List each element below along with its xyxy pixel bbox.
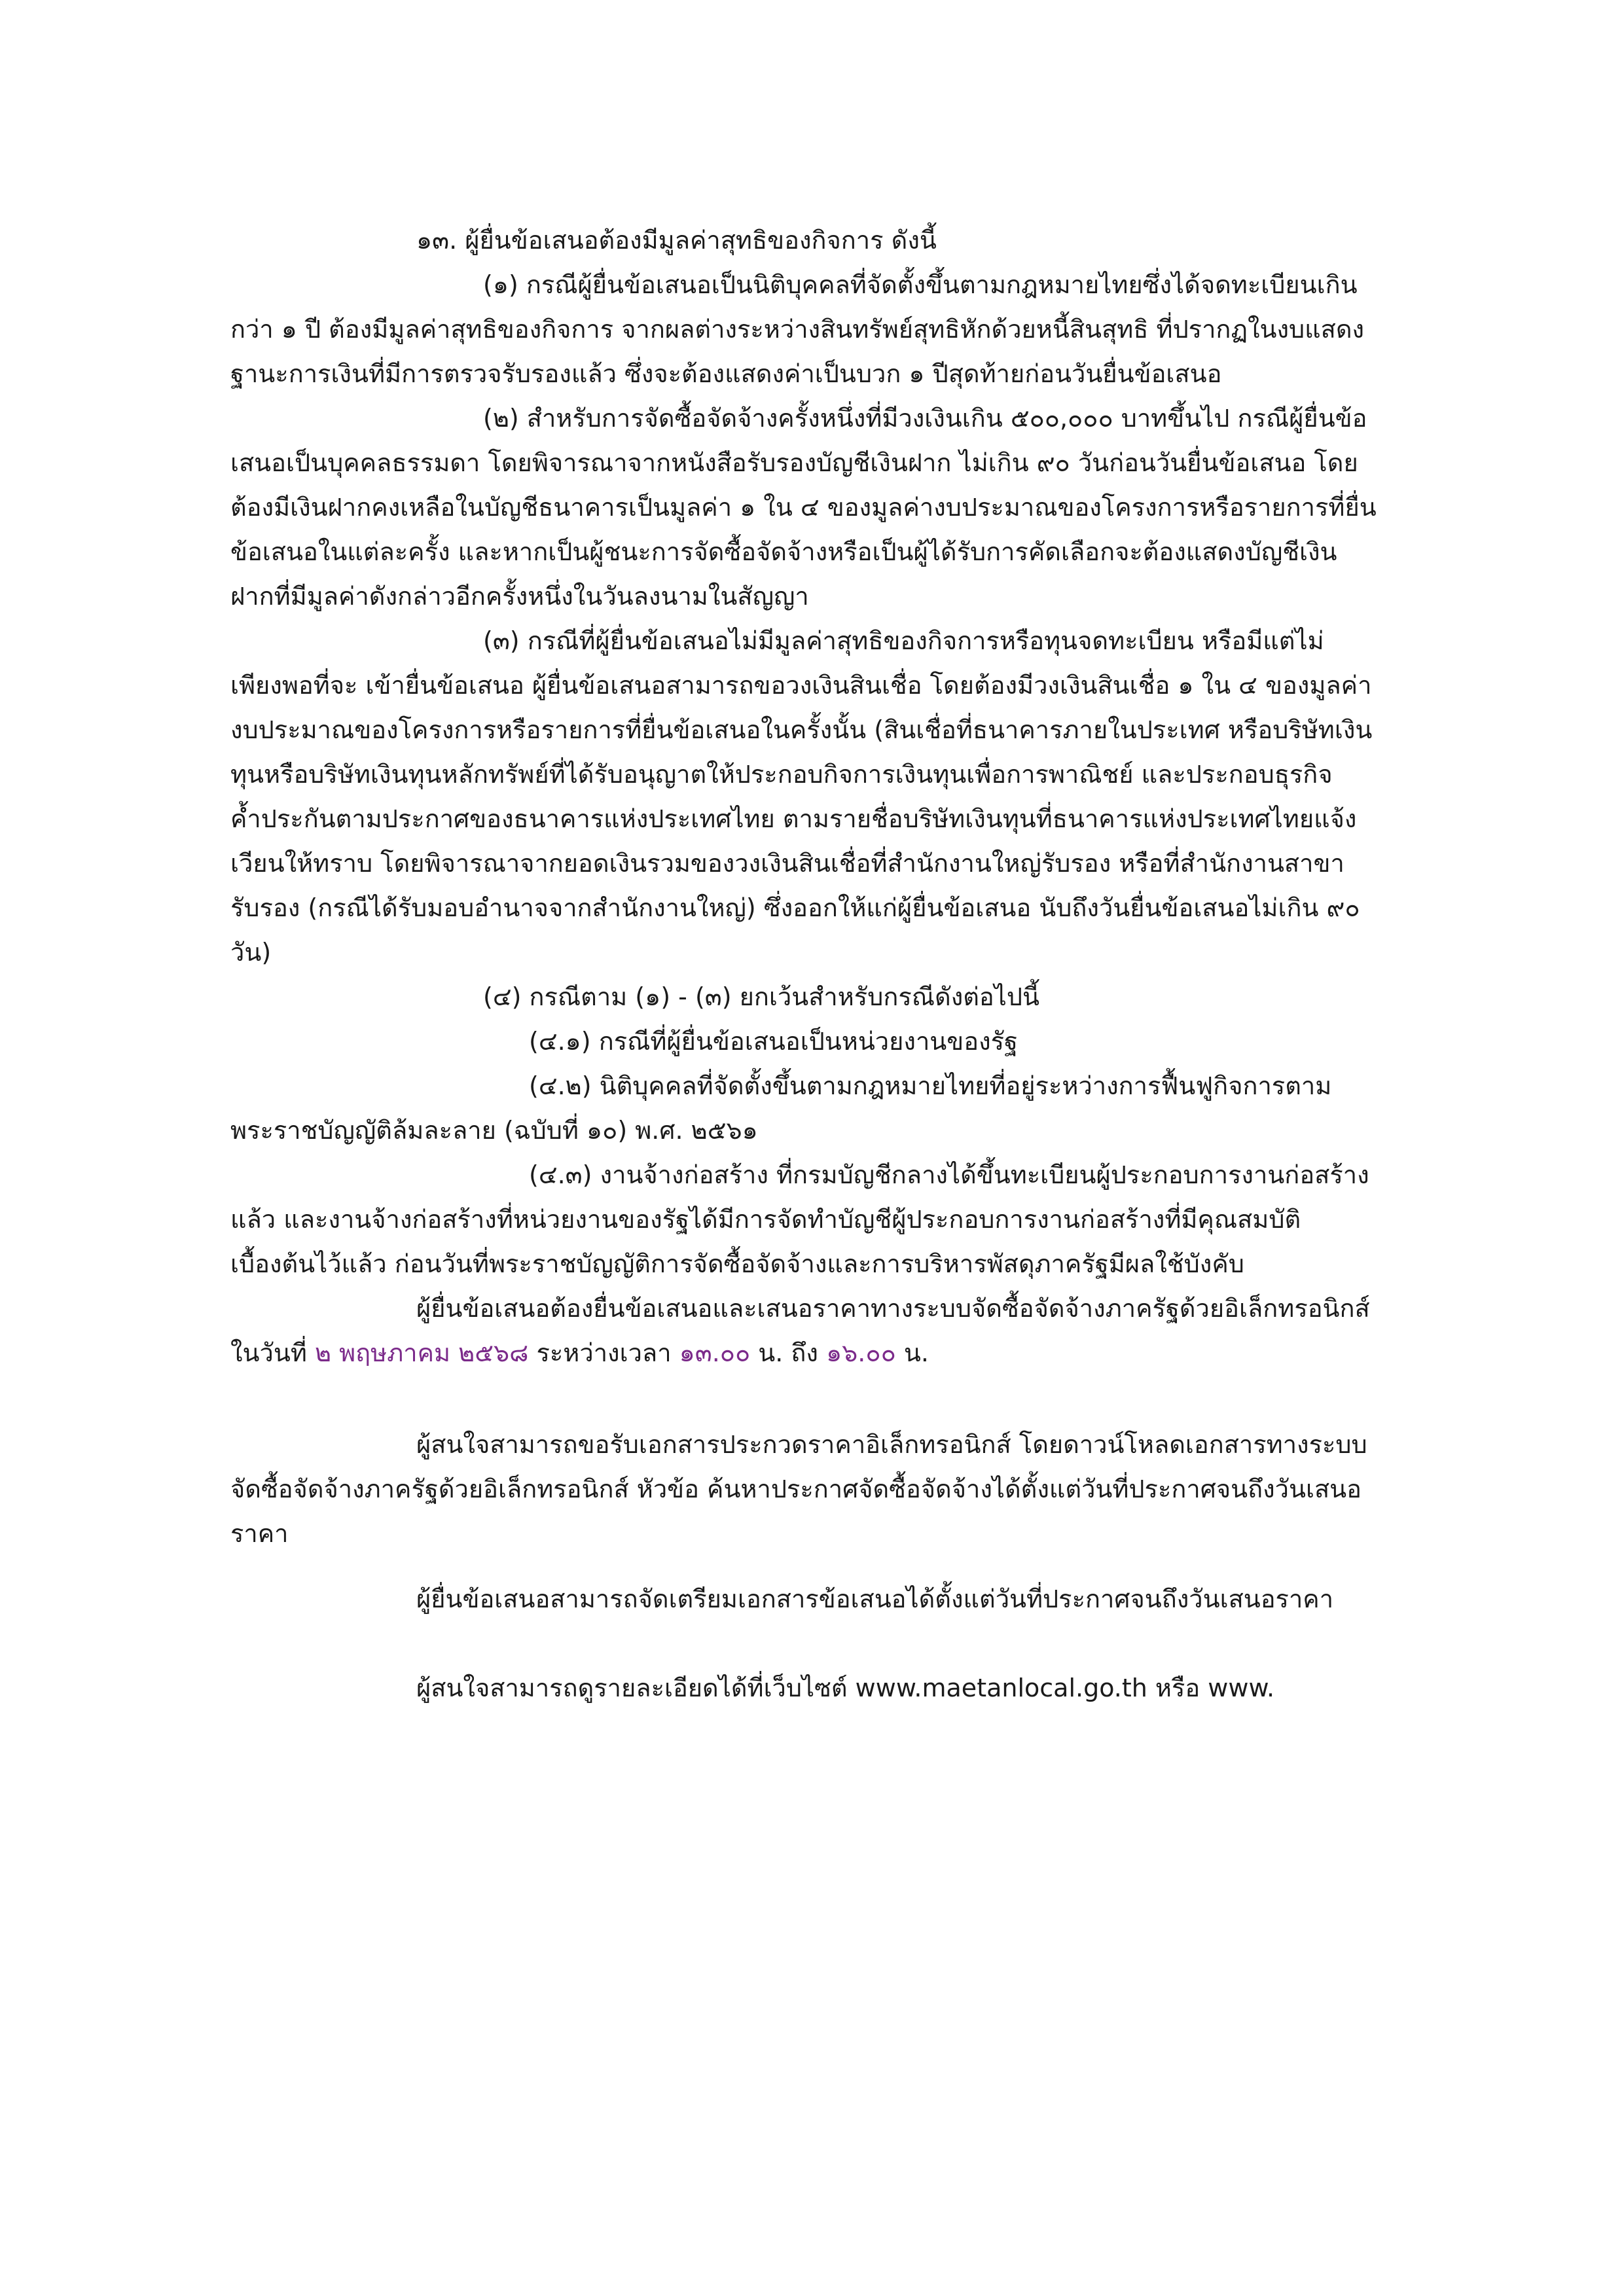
text-line: ผู้ยื่นข้อเสนอสามารถจัดเตรียมเอกสารข้อเสนอได้ตั้งแต่วันที่ประกาศจนถึงวันเสนอราคา xyxy=(416,1585,1334,1613)
submission-date-line xyxy=(230,1340,929,1365)
text-line: ผู้ยื่นข้อเสนอต้องยื่นข้อเสนอและเสนอราคาทางระบบจัดซื้อจัดจ้างภาครัฐด้วยอิเล็กทรอนิกส์ xyxy=(416,1294,1370,1323)
text-line: ราคา xyxy=(230,1519,289,1548)
text-line: (๒) สำหรับการจัดซื้อจัดจ้างครั้งหนึ่งที่มีวงเงินเกิน ๕๐๐,๐๐๐ บาทขึ้นไป กรณีผู้ยื่นข้อ xyxy=(483,404,1367,433)
text-line: เพียงพอที่จะ เข้ายื่นข้อเสนอ ผู้ยื่นข้อเสนอสามารถขอวงเงินสินเชื่อ โดยต้องมีวงเงินสินเชื่อ ๑ ใน ๔ ของมูลค่า xyxy=(230,671,1372,700)
text-line: (๓) กรณีที่ผู้ยื่นข้อเสนอไม่มีมูลค่าสุทธิของกิจการหรือทุนจดทะเบียน หรือมีแต่ไม่ xyxy=(483,626,1324,655)
text-line: ผู้สนใจสามารถดูรายละเอียดได้ที่เว็บไซต์ www.maetanlocal.go.th หรือ www. xyxy=(416,1674,1275,1702)
submission-prefix: ในวันที่ xyxy=(230,1338,315,1367)
text-line: รับรอง (กรณีได้รับมอบอำนาจจากสำนักงานใหญ่) ซึ่งออกให้แก่ผู้ยื่นข้อเสนอ นับถึงวันยื่นข้อเสนอไม่เกิน ๙๐ xyxy=(230,893,1360,922)
text-line: ข้อเสนอในแต่ละครั้ง และหากเป็นผู้ชนะการจัดซื้อจัดจ้างหรือเป็นผู้ได้รับการคัดเลือกจะต้องแสดงบัญชีเงิน xyxy=(230,537,1337,566)
text-line: ค้ำประกันตามประกาศของธนาคารแห่งประเทศไทย ตามรายชื่อบริษัทเงินทุนที่ธนาคารแห่งประเทศไทยแจ้ง xyxy=(230,804,1357,833)
submission-time-start: ๑๓.๐๐ xyxy=(679,1338,751,1367)
submission-date: ๒ พฤษภาคม ๒๕๖๘ xyxy=(314,1338,529,1367)
submission-time-end: ๑๖.๐๐ xyxy=(826,1338,896,1367)
text-line: ผู้สนใจสามารถขอรับเอกสารประกวดราคาอิเล็กทรอนิกส์ โดยดาวน์โหลดเอกสารทางระบบ xyxy=(416,1430,1367,1459)
text-line: งบประมาณของโครงการหรือรายการที่ยื่นข้อเสนอในครั้งนั้น (สินเชื่อที่ธนาคารภายในประเทศ หรือบริษัทเงิน xyxy=(230,715,1373,744)
submission-middle: ระหว่างเวลา xyxy=(528,1338,679,1367)
text-line: เบื้องต้นไว้แล้ว ก่อนวันที่พระราชบัญญัติการจัดซื้อจัดจ้างและการบริหารพัสดุภาครัฐมีผลใช้บังคับ xyxy=(230,1249,1244,1278)
text-line: ฝากที่มีมูลค่าดังกล่าวอีกครั้งหนึ่งในวันลงนามในสัญญา xyxy=(230,582,809,611)
text-line: (๔.๒) นิติบุคคลที่จัดตั้งขึ้นตามกฎหมายไทยที่อยู่ระหว่างการฟื้นฟูกิจการตาม xyxy=(529,1071,1332,1100)
text-line: พระราชบัญญัติล้มละลาย (ฉบับที่ ๑๐) พ.ศ. ๒๕๖๑ xyxy=(230,1116,758,1145)
text-line: เวียนให้ทราบ โดยพิจารณาจากยอดเงินรวมของวงเงินสินเชื่อที่สำนักงานใหญ่รับรอง หรือที่สำนักงานสาขา xyxy=(230,849,1344,878)
text-line: (๔.๑) กรณีที่ผู้ยื่นข้อเสนอเป็นหน่วยงานของรัฐ xyxy=(529,1027,1019,1056)
text-line: วัน) xyxy=(230,938,272,967)
text-line: เสนอเป็นบุคคลธรรมดา โดยพิจารณาจากหนังสือรับรองบัญชีเงินฝาก ไม่เกิน ๙๐ วันก่อนวันยื่นข้อเสนอ โดย xyxy=(230,448,1358,477)
text-line: กว่า ๑ ปี ต้องมีมูลค่าสุทธิของกิจการ จากผลต่างระหว่างสินทรัพย์สุทธิหักด้วยหนี้สินสุทธิ ที่ปรากฏในงบแสดง xyxy=(230,315,1365,344)
text-line: ทุนหรือบริษัทเงินทุนหลักทรัพย์ที่ได้รับอนุญาตให้ประกอบกิจการเงินทุนเพื่อการพาณิชย์ และประกอบธุรกิจ xyxy=(230,760,1333,789)
text-line: (๑) กรณีผู้ยื่นข้อเสนอเป็นนิติบุคคลที่จัดตั้งขึ้นตามกฎหมายไทยซึ่งได้จดทะเบียนเกิน xyxy=(483,270,1358,299)
text-line: จัดซื้อจัดจ้างภาครัฐด้วยอิเล็กทรอนิกส์ หัวข้อ ค้นหาประกาศจัดซื้อจัดจ้างได้ตั้งแต่วันที่ประกาศจนถึงวันเสนอ xyxy=(230,1475,1362,1503)
text-line: ฐานะการเงินที่มีการตรวจรับรองแล้ว ซึ่งจะต้องแสดงค่าเป็นบวก ๑ ปีสุดท้ายก่อนวันยื่นข้อเสนอ xyxy=(230,359,1222,388)
submission-to: น. ถึง xyxy=(750,1338,827,1367)
text-line: ต้องมีเงินฝากคงเหลือในบัญชีธนาคารเป็นมูลค่า ๑ ใน ๔ ของมูลค่างบประมาณของโครงการหรือรายการที่ยื่น xyxy=(230,493,1377,522)
text-line: (๔.๓) งานจ้างก่อสร้าง ที่กรมบัญชีกลางได้ขึ้นทะเบียนผู้ประกอบการงานก่อสร้าง xyxy=(529,1160,1369,1189)
text-line: แล้ว และงานจ้างก่อสร้างที่หน่วยงานของรัฐได้มีการจัดทำบัญชีผู้ประกอบการงานก่อสร้างที่มีคุณสมบัติ xyxy=(230,1205,1301,1234)
text-line: (๔) กรณีตาม (๑) - (๓) ยกเว้นสำหรับกรณีดังต่อไปนี้ xyxy=(483,982,1039,1011)
submission-suffix: น. xyxy=(895,1338,929,1367)
text-line: ๑๓. ผู้ยื่นข้อเสนอต้องมีมูลค่าสุทธิของกิจการ ดังนี้ xyxy=(416,226,937,255)
